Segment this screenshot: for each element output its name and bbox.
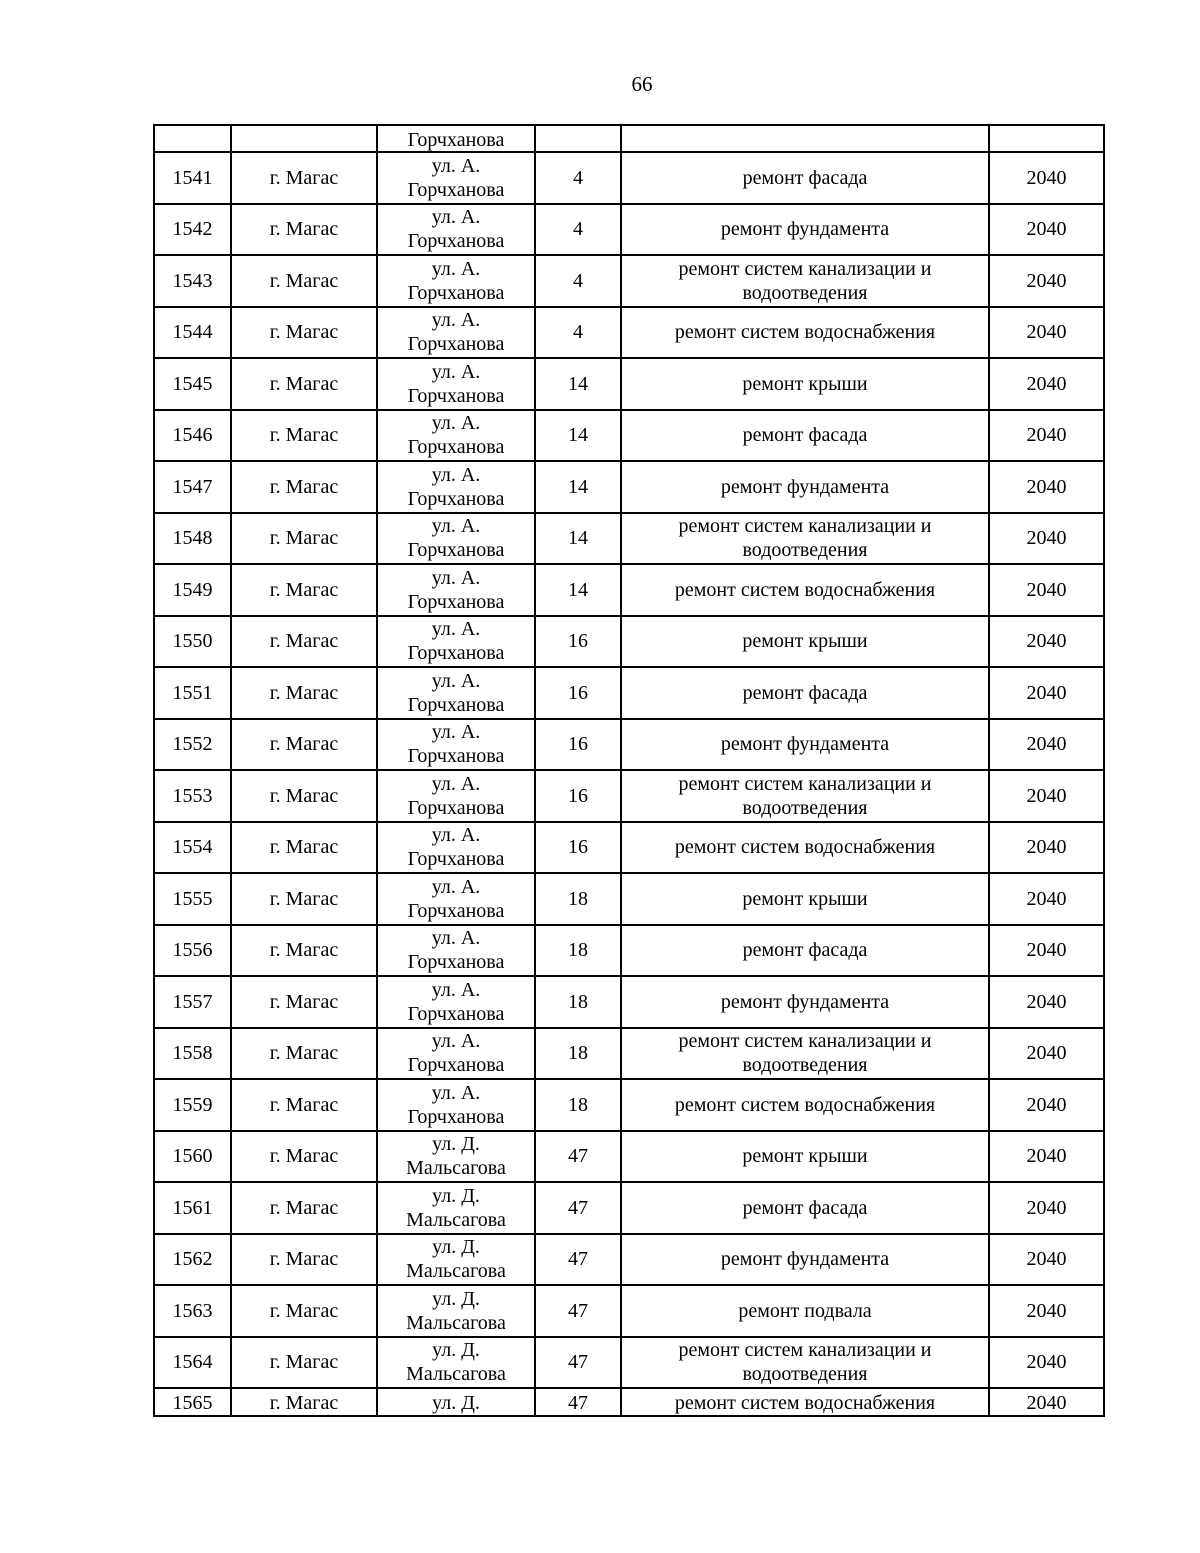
cell-work — [621, 770, 989, 822]
cell-work: ремонт крыши — [621, 1131, 989, 1183]
cell-city: г. Магас — [231, 1079, 377, 1131]
cell-year: 2040 — [989, 358, 1104, 410]
cell-street-line-2: Горчханова — [407, 745, 505, 768]
cell-work: ремонт подвала — [621, 1285, 989, 1337]
table-row — [154, 1337, 1104, 1389]
cell-work: ремонт фундамента — [621, 719, 989, 771]
cell-work: ремонт систем водоснабжения — [621, 307, 989, 359]
table-row — [154, 822, 1104, 874]
cell-city: г. Магас — [231, 152, 377, 204]
cell-work-line-1: ремонт систем канализации и — [678, 1339, 932, 1362]
cell-year: 2040 — [989, 976, 1104, 1028]
table-row — [154, 204, 1104, 256]
cell-street-line-2: Горчханова — [407, 693, 505, 716]
cell-house: 47 — [535, 1337, 621, 1389]
cell-work: ремонт фундамента — [621, 976, 989, 1028]
cell-house: 18 — [535, 873, 621, 925]
cell-work: ремонт фундамента — [621, 1234, 989, 1286]
cell-work: ремонт крыши — [621, 616, 989, 668]
cell-street — [377, 564, 535, 616]
cell-street — [377, 873, 535, 925]
cell-city: г. Магас — [231, 461, 377, 513]
cell-house: 16 — [535, 667, 621, 719]
cell-street-line-2: Горчханова — [407, 1054, 505, 1077]
cell-street: ул. Д. — [377, 1388, 535, 1416]
cell-street-line-1: ул. А. — [431, 566, 481, 589]
table-row — [154, 1285, 1104, 1337]
cell-street — [377, 1079, 535, 1131]
cell-street-line-1: ул. А. — [431, 412, 481, 435]
cell-street-line-1: ул. А. — [431, 875, 481, 898]
cell-street — [377, 461, 535, 513]
cell-year: 2040 — [989, 1028, 1104, 1080]
cell-street-line-2: Горчханова — [407, 590, 505, 613]
cell-num: 1543 — [154, 255, 231, 307]
cell-house — [535, 125, 621, 152]
cell-city: г. Магас — [231, 1182, 377, 1234]
cell-street-line-1: ул. А. — [431, 669, 481, 692]
cell-year: 2040 — [989, 1234, 1104, 1286]
cell-house: 47 — [535, 1182, 621, 1234]
page-number: 66 — [631, 72, 653, 96]
cell-city: г. Магас — [231, 564, 377, 616]
cell-year: 2040 — [989, 1182, 1104, 1234]
cell-year: 2040 — [989, 255, 1104, 307]
cell-num — [154, 125, 231, 152]
cell-street-line-1: ул. Д. — [432, 1236, 480, 1259]
cell-house: 4 — [535, 152, 621, 204]
cell-house: 18 — [535, 976, 621, 1028]
cell-house: 18 — [535, 925, 621, 977]
cell-work-line-1: ремонт систем канализации и — [678, 257, 932, 280]
cell-street — [377, 255, 535, 307]
continuation-row — [154, 125, 1104, 152]
cell-work — [621, 1028, 989, 1080]
cell-year: 2040 — [989, 616, 1104, 668]
cell-work: ремонт фасада — [621, 152, 989, 204]
cell-work: ремонт систем водоснабжения — [621, 822, 989, 874]
cell-street — [377, 513, 535, 565]
cell-city: г. Магас — [231, 976, 377, 1028]
cell-house: 4 — [535, 307, 621, 359]
cell-work: ремонт крыши — [621, 873, 989, 925]
cell-city: г. Магас — [231, 1028, 377, 1080]
cell-street-line-1: ул. А. — [431, 515, 481, 538]
cell-num: 1564 — [154, 1337, 231, 1389]
cell-work: ремонт фундамента — [621, 204, 989, 256]
cell-house: 16 — [535, 719, 621, 771]
cell-street — [377, 1131, 535, 1183]
cell-house: 4 — [535, 204, 621, 256]
table-row — [154, 358, 1104, 410]
cell-street-line-1: ул. Д. — [432, 1339, 480, 1362]
cell-year: 2040 — [989, 770, 1104, 822]
cell-house: 16 — [535, 616, 621, 668]
cell-street-line-1: ул. А. — [431, 978, 481, 1001]
cell-num: 1542 — [154, 204, 231, 256]
table-row — [154, 152, 1104, 204]
cell-year: 2040 — [989, 1131, 1104, 1183]
cell-street — [377, 719, 535, 771]
cell-street — [377, 152, 535, 204]
cell-work-line-2: водоотведения — [742, 1054, 868, 1077]
cell-street-line-1: ул. Д. — [432, 1184, 480, 1207]
cell-work-line-2: водоотведения — [742, 539, 868, 562]
table-row — [154, 616, 1104, 668]
cell-num: 1562 — [154, 1234, 231, 1286]
cell-street — [377, 1337, 535, 1389]
cell-street-line-1: ул. А. — [431, 206, 481, 229]
cell-num: 1550 — [154, 616, 231, 668]
cell-house: 18 — [535, 1028, 621, 1080]
cell-city: г. Магас — [231, 925, 377, 977]
cell-work: ремонт систем водоснабжения — [621, 1388, 989, 1416]
cell-street-line-1: ул. Д. — [432, 1133, 480, 1156]
cell-house: 14 — [535, 410, 621, 462]
cell-street-line-1: ул. А. — [431, 927, 481, 950]
cell-street-line-1: ул. А. — [431, 1081, 481, 1104]
cell-work-line-1: ремонт систем канализации и — [678, 772, 932, 795]
cell-work: ремонт фасада — [621, 925, 989, 977]
cell-street — [377, 358, 535, 410]
cell-num: 1544 — [154, 307, 231, 359]
cell-work — [621, 513, 989, 565]
cell-city: г. Магас — [231, 770, 377, 822]
table-row — [154, 307, 1104, 359]
table-row — [154, 976, 1104, 1028]
cell-street-line-1: ул. А. — [431, 721, 481, 744]
cell-num: 1552 — [154, 719, 231, 771]
cell-work-line-2: водоотведения — [742, 281, 868, 304]
cell-year: 2040 — [989, 873, 1104, 925]
cell-street — [377, 1285, 535, 1337]
cell-street-line-2: Мальсагова — [406, 1363, 506, 1386]
cell-year: 2040 — [989, 1285, 1104, 1337]
cell-house: 16 — [535, 822, 621, 874]
cell-house: 14 — [535, 358, 621, 410]
cell-street-line-2: Горчханова — [407, 848, 505, 871]
cell-year: 2040 — [989, 152, 1104, 204]
cell-street — [377, 307, 535, 359]
table-row — [154, 873, 1104, 925]
cell-num: 1560 — [154, 1131, 231, 1183]
cell-year: 2040 — [989, 461, 1104, 513]
cell-year: 2040 — [989, 719, 1104, 771]
cell-house: 18 — [535, 1079, 621, 1131]
cell-street — [377, 204, 535, 256]
table-row — [154, 1079, 1104, 1131]
cell-street-line-2: Горчханова — [407, 230, 505, 253]
cell-city: г. Магас — [231, 1285, 377, 1337]
cell-work — [621, 255, 989, 307]
cell-street-line-2: Горчханова — [407, 436, 505, 459]
cell-street-line-1: ул. А. — [431, 257, 481, 280]
cell-num: 1547 — [154, 461, 231, 513]
cell-street-line-2: Горчханова — [407, 384, 505, 407]
cell-work-line-2: водоотведения — [742, 1363, 868, 1386]
cell-city: г. Магас — [231, 822, 377, 874]
cell-num: 1551 — [154, 667, 231, 719]
table-row — [154, 925, 1104, 977]
cell-year: 2040 — [989, 307, 1104, 359]
cell-num: 1563 — [154, 1285, 231, 1337]
cell-house: 47 — [535, 1285, 621, 1337]
cell-num: 1561 — [154, 1182, 231, 1234]
cell-city: г. Магас — [231, 1388, 377, 1416]
cell-year: 2040 — [989, 925, 1104, 977]
cell-num: 1565 — [154, 1388, 231, 1416]
table-row-last — [154, 1388, 1104, 1416]
cell-street-line-1: ул. А. — [431, 618, 481, 641]
cell-num: 1555 — [154, 873, 231, 925]
cell-street — [377, 822, 535, 874]
cell-city: г. Магас — [231, 616, 377, 668]
cell-street-line-2: Горчханова — [407, 178, 505, 201]
cell-num: 1554 — [154, 822, 231, 874]
cell-street — [377, 1028, 535, 1080]
cell-num: 1557 — [154, 976, 231, 1028]
cell-street — [377, 925, 535, 977]
cell-city: г. Магас — [231, 667, 377, 719]
cell-street-line-1: ул. А. — [431, 154, 481, 177]
cell-work — [621, 1337, 989, 1389]
cell-house: 47 — [535, 1234, 621, 1286]
cell-city: г. Магас — [231, 1337, 377, 1389]
cell-street-line-2: Горчханова — [407, 333, 505, 356]
cell-street — [377, 976, 535, 1028]
cell-street-line-2: Горчханова — [407, 281, 505, 304]
table-row — [154, 667, 1104, 719]
cell-year: 2040 — [989, 822, 1104, 874]
cell-num: 1541 — [154, 152, 231, 204]
cell-city: г. Магас — [231, 873, 377, 925]
cell-num: 1559 — [154, 1079, 231, 1131]
cell-street-line-1: ул. А. — [431, 463, 481, 486]
cell-year: 2040 — [989, 410, 1104, 462]
table-row — [154, 461, 1104, 513]
cell-street-line-2: Мальсагова — [406, 1157, 506, 1180]
cell-work-line-2: водоотведения — [742, 796, 868, 819]
cell-work: ремонт систем водоснабжения — [621, 1079, 989, 1131]
cell-year: 2040 — [989, 204, 1104, 256]
cell-street-line-2: Горчханова — [407, 539, 505, 562]
cell-year — [989, 125, 1104, 152]
cell-street-line-1: ул. А. — [431, 824, 481, 847]
cell-year: 2040 — [989, 667, 1104, 719]
cell-street-line-2: Горчханова — [407, 1002, 505, 1025]
cell-house: 14 — [535, 461, 621, 513]
cell-street — [377, 770, 535, 822]
table-row — [154, 410, 1104, 462]
cell-street-line-2: Мальсагова — [406, 1208, 506, 1231]
cell-work: ремонт крыши — [621, 358, 989, 410]
cell-work: ремонт фасада — [621, 667, 989, 719]
cell-num: 1558 — [154, 1028, 231, 1080]
cell-house: 16 — [535, 770, 621, 822]
cell-street-line-2: Горчханова — [407, 642, 505, 665]
cell-street — [377, 1182, 535, 1234]
cell-street-line-1: ул. А. — [431, 360, 481, 383]
cell-street-line-2: Мальсагова — [406, 1311, 506, 1334]
cell-work-line-1: ремонт систем канализации и — [678, 1030, 932, 1053]
table-row — [154, 719, 1104, 771]
cell-work-line-1: ремонт систем канализации и — [678, 515, 932, 538]
cell-street — [377, 410, 535, 462]
table-row — [154, 1131, 1104, 1183]
cell-year: 2040 — [989, 1337, 1104, 1389]
cell-num: 1545 — [154, 358, 231, 410]
cell-city: г. Магас — [231, 358, 377, 410]
repair-schedule-table — [153, 124, 1105, 1417]
cell-city: г. Магас — [231, 513, 377, 565]
cell-street-line-2: Горчханова — [407, 951, 505, 974]
cell-year: 2040 — [989, 564, 1104, 616]
cell-num: 1549 — [154, 564, 231, 616]
table-row — [154, 513, 1104, 565]
cell-city: г. Магас — [231, 1131, 377, 1183]
cell-house: 14 — [535, 564, 621, 616]
cell-house: 47 — [535, 1131, 621, 1183]
table-row — [154, 770, 1104, 822]
cell-street-line-2: Горчханова — [407, 899, 505, 922]
cell-street-line-1: ул. А. — [431, 772, 481, 795]
cell-street-line-1: ул. А. — [431, 309, 481, 332]
cell-house: 14 — [535, 513, 621, 565]
cell-city: г. Магас — [231, 255, 377, 307]
cell-work: ремонт фасада — [621, 1182, 989, 1234]
table-row — [154, 1234, 1104, 1286]
table-row — [154, 1182, 1104, 1234]
cell-street-line-2: Горчханова — [407, 796, 505, 819]
cell-street — [377, 616, 535, 668]
table-row — [154, 1028, 1104, 1080]
cell-year: 2040 — [989, 513, 1104, 565]
cell-city — [231, 125, 377, 152]
cell-house: 4 — [535, 255, 621, 307]
cell-num: 1553 — [154, 770, 231, 822]
cell-year: 2040 — [989, 1079, 1104, 1131]
cell-num: 1546 — [154, 410, 231, 462]
cell-street — [377, 1234, 535, 1286]
cell-street-line-2: Горчханова — [407, 1105, 505, 1128]
cell-work: ремонт систем водоснабжения — [621, 564, 989, 616]
cell-street-line-1: ул. А. — [431, 1030, 481, 1053]
table-row — [154, 564, 1104, 616]
cell-street: Горчханова — [377, 125, 535, 152]
cell-num: 1556 — [154, 925, 231, 977]
cell-num: 1548 — [154, 513, 231, 565]
cell-year: 2040 — [989, 1388, 1104, 1416]
cell-house: 47 — [535, 1388, 621, 1416]
table-row — [154, 255, 1104, 307]
cell-city: г. Магас — [231, 204, 377, 256]
cell-city: г. Магас — [231, 307, 377, 359]
cell-work — [621, 125, 989, 152]
cell-city: г. Магас — [231, 719, 377, 771]
cell-street-line-1: ул. Д. — [432, 1287, 480, 1310]
cell-work: ремонт фасада — [621, 410, 989, 462]
cell-city: г. Магас — [231, 410, 377, 462]
cell-street-line-2: Горчханова — [407, 487, 505, 510]
cell-street — [377, 667, 535, 719]
cell-work: ремонт фундамента — [621, 461, 989, 513]
cell-street-line-2: Мальсагова — [406, 1260, 506, 1283]
cell-city: г. Магас — [231, 1234, 377, 1286]
